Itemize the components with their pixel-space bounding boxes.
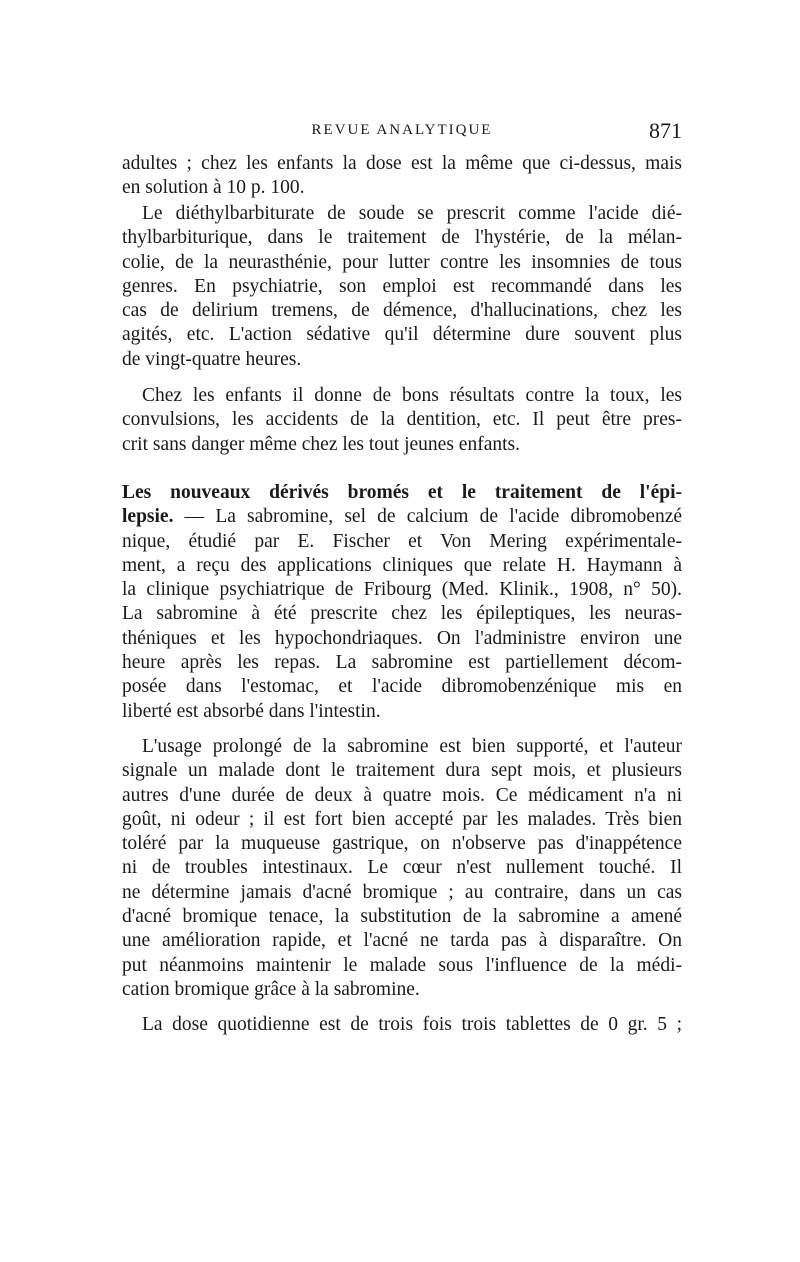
text-line: nique, étudié par E. Fischer et Von Mering expérimentale- xyxy=(122,530,682,552)
text-line: L'usage prolongé de la sabromine est bien supporté, et l'auteur xyxy=(142,736,682,757)
text-line: ment, a reçu des applications cliniques que relate H. Haymann à xyxy=(122,554,682,576)
text-line: genres. En psychiatrie, son emploi est recommandé dans les xyxy=(122,275,682,297)
section-heading-end: lepsie. xyxy=(122,506,174,528)
text-line: La dose quotidienne est de trois fois trois tablettes de 0 gr. 5 ; xyxy=(142,1014,682,1035)
text-line: liberté est absorbé dans l'intestin. xyxy=(122,700,381,722)
paragraph-dose xyxy=(122,1013,682,1037)
text-line: signale un malade dont le traitement dura sept mois, et plusieurs xyxy=(122,760,682,782)
page-header xyxy=(122,118,682,146)
text-line: adultes ; chez les enfants la dose est la même que ci-dessus, mais xyxy=(122,153,682,174)
text-line: colie, de la neurasthénie, pour lutter contre les insomnies de tous xyxy=(122,251,682,273)
text-line: théniques et les hypochondriaques. On l'administre environ une xyxy=(122,627,682,649)
text-line: agités, etc. L'action sédative qu'il détermine dure souvent plus xyxy=(122,324,682,346)
text-line: une amélioration rapide, et l'acné ne tarda pas à disparaître. On xyxy=(122,930,682,952)
paragraph-diethylbarbiturate xyxy=(122,202,682,372)
text-line: de vingt-quatre heures. xyxy=(122,348,302,370)
text-line: toléré par la muqueuse gastrique, on n'observe pas d'inappétence xyxy=(122,833,682,855)
text-line: cas de delirium tremens, de démence, d'hallucinations, chez les xyxy=(122,300,682,322)
text-line: d'acné bromique tenace, la substitution de la sabromine a amené xyxy=(122,906,682,928)
text-line: cation bromique grâce à la sabromine. xyxy=(122,978,420,1000)
text-line: autres d'une durée de deux à quatre mois. Ce médicament n'a ni xyxy=(122,784,682,806)
text-line: posée dans l'estomac, et l'acide dibromobenzénique mis en xyxy=(122,676,682,698)
section-sabromine xyxy=(122,481,682,724)
text-line: put néanmoins maintenir le malade sous l'influence de la médi- xyxy=(122,954,682,976)
text-run: — La sabromine, sel de calcium de l'acide dibromobenzé xyxy=(173,506,682,528)
text-line: la clinique psychiatrique de Fribourg (Med. Klinik., 1908, n° 50). xyxy=(122,579,682,601)
page-number: 871 xyxy=(649,118,682,143)
paragraph-usage xyxy=(122,735,682,1002)
text-line: Le diéthylbarbiturate de soude se prescrit comme l'acide dié- xyxy=(142,203,682,224)
text-line: en solution à 10 p. 100. xyxy=(122,177,305,199)
text-line xyxy=(122,505,682,529)
text-line: convulsions, les accidents de la dentition, etc. Il peut être pres- xyxy=(122,409,682,431)
text-line: La sabromine à été prescrite chez les épileptiques, les neuras- xyxy=(122,603,682,625)
paragraph-children xyxy=(122,384,682,457)
text-line: thylbarbiturique, dans le traitement de l'hystérie, de la mélan- xyxy=(122,227,682,249)
text-line: goût, ni odeur ; il est fort bien accepté par les malades. Très bien xyxy=(122,808,682,830)
text-line: heure après les repas. La sabromine est partiellement décom- xyxy=(122,652,682,674)
text-line: ne détermine jamais d'acné bromique ; au contraire, dans un cas xyxy=(122,881,682,903)
text-line: ni de troubles intestinaux. Le cœur n'est nullement touché. Il xyxy=(122,857,682,879)
text-line: crit sans danger même chez les tout jeunes enfants. xyxy=(122,433,520,455)
running-title: REVUE ANALYTIQUE xyxy=(311,122,493,138)
section-heading: Les nouveaux dérivés bromés et le traitement de l'épi- xyxy=(122,482,682,503)
text-line: Chez les enfants il donne de bons résultats contre la toux, les xyxy=(142,385,682,406)
paragraph-continuation xyxy=(122,152,682,201)
